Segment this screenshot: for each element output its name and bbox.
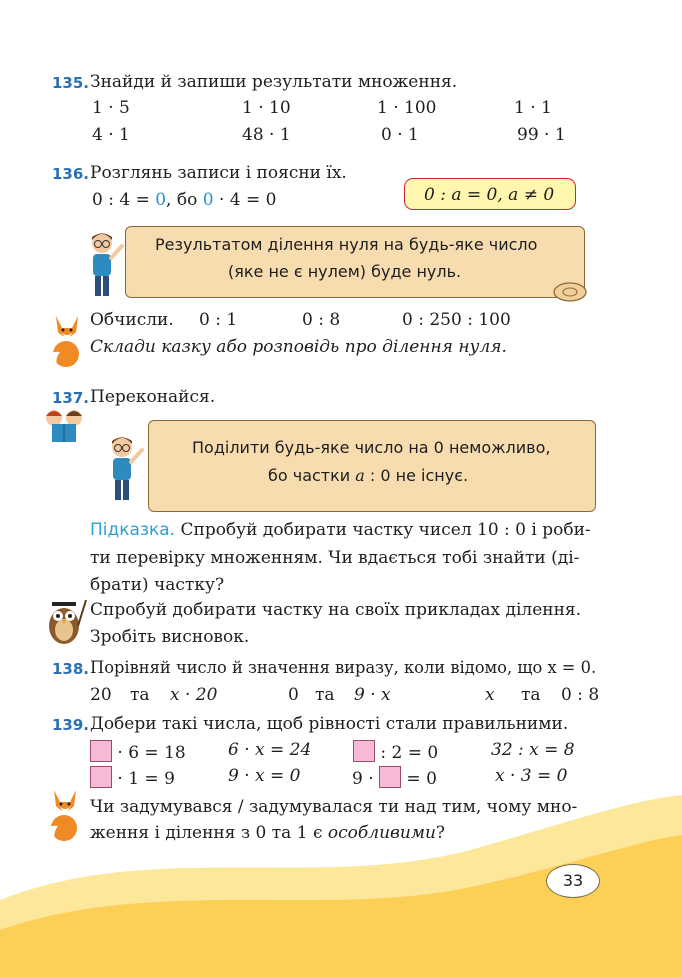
expr: та [315, 685, 335, 705]
expr: 1 · 5 [92, 98, 130, 118]
task-139-number: 139. [52, 716, 90, 734]
expr: 0 [288, 685, 299, 705]
compute-label: Обчисли. [90, 310, 174, 330]
boy-illustration [84, 230, 128, 302]
question-line-2: ження і ділення з 0 та 1 є особливими? [90, 823, 446, 843]
expr: та [130, 685, 150, 705]
expr: 0 : 250 : 100 [402, 310, 511, 330]
task-136-text: Розглянь записи і поясни їх. [90, 163, 347, 183]
scroll-2-line-1: Поділити будь-яке число на 0 неможливо, [192, 438, 551, 457]
expr: 0 · 1 [381, 125, 419, 145]
owl-line-2: Зробіть висновок. [90, 627, 250, 647]
scroll-2-line-2: бо частки a : 0 не існує. [268, 466, 469, 485]
expr: 1 · 100 [377, 98, 437, 118]
equation: 32 : x = 8 [491, 740, 575, 760]
task-139-text: Добери такі числа, щоб рівності стали правильними. [90, 714, 569, 734]
equation: · 6 = 18 [90, 740, 186, 763]
answer-box[interactable] [90, 740, 112, 762]
expr: 0 : 1 [199, 310, 238, 330]
story-prompt: Склади казку або розповідь про ділення нуля. [90, 337, 507, 357]
fox-icon [44, 786, 86, 844]
scroll-1-line-2: (яке не є нулем) буде нуль. [228, 262, 462, 281]
hint-line-3: брати) частку? [90, 575, 225, 595]
expr: 20 [90, 685, 112, 705]
answer-box[interactable] [353, 740, 375, 762]
equation: 9 · x = 0 [228, 766, 301, 786]
children-reading-icon [40, 408, 88, 444]
task-137-text: Переконайся. [90, 387, 216, 407]
expr: x [485, 685, 495, 705]
task-138-number: 138. [52, 660, 90, 678]
scroll-1-line-1: Результатом ділення нуля на будь-яке число [155, 235, 538, 254]
task-137-number: 137. [52, 389, 90, 407]
owl-teacher-icon [44, 596, 88, 646]
equation: 6 · x = 24 [228, 740, 312, 760]
expr: 1 · 1 [514, 98, 552, 118]
expr: 48 · 1 [242, 125, 291, 145]
rule-text: 0 : a = 0, a ≠ 0 [424, 185, 555, 205]
task-135-number: 135. [52, 74, 90, 92]
expr: 4 · 1 [92, 125, 130, 145]
scroll-curl-icon [552, 280, 588, 304]
expr: та [521, 685, 541, 705]
boy-illustration [104, 434, 148, 506]
owl-line-1: Спробуй добирати частку на своїх прикладах ділення. [90, 600, 582, 620]
page-number: 33 [546, 864, 600, 898]
answer-box[interactable] [90, 766, 112, 788]
equation: · 1 = 9 [90, 766, 175, 789]
equation: : 2 = 0 [353, 740, 438, 763]
task-136-expression: 0 : 4 = 0, бо 0 · 4 = 0 [92, 190, 277, 210]
equation: 9 · = 0 [352, 766, 437, 789]
expr: 99 · 1 [517, 125, 566, 145]
expr: x · 20 [170, 685, 218, 705]
task-136-number: 136. [52, 165, 90, 183]
fox-icon [46, 312, 88, 370]
expr: 9 · x [354, 685, 391, 705]
task-135-text: Знайди й запиши результати множення. [90, 72, 458, 92]
hint-line-1: Підказка. Спробуй добирати частку чисел 10 : 0 і роби- [90, 520, 591, 540]
hint-line-2: ти перевірку множенням. Чи вдається тобі знайти (ді- [90, 548, 580, 568]
answer-box[interactable] [379, 766, 401, 788]
equation: x · 3 = 0 [495, 766, 568, 786]
question-line-1: Чи задумувався / задумувалася ти над тим, чому мно- [90, 797, 578, 817]
task-138-text: Порівняй число й значення виразу, коли відомо, що x = 0. [90, 658, 597, 677]
expr: 1 · 10 [242, 98, 291, 118]
expr: 0 : 8 [302, 310, 341, 330]
expr: 0 : 8 [561, 685, 600, 705]
